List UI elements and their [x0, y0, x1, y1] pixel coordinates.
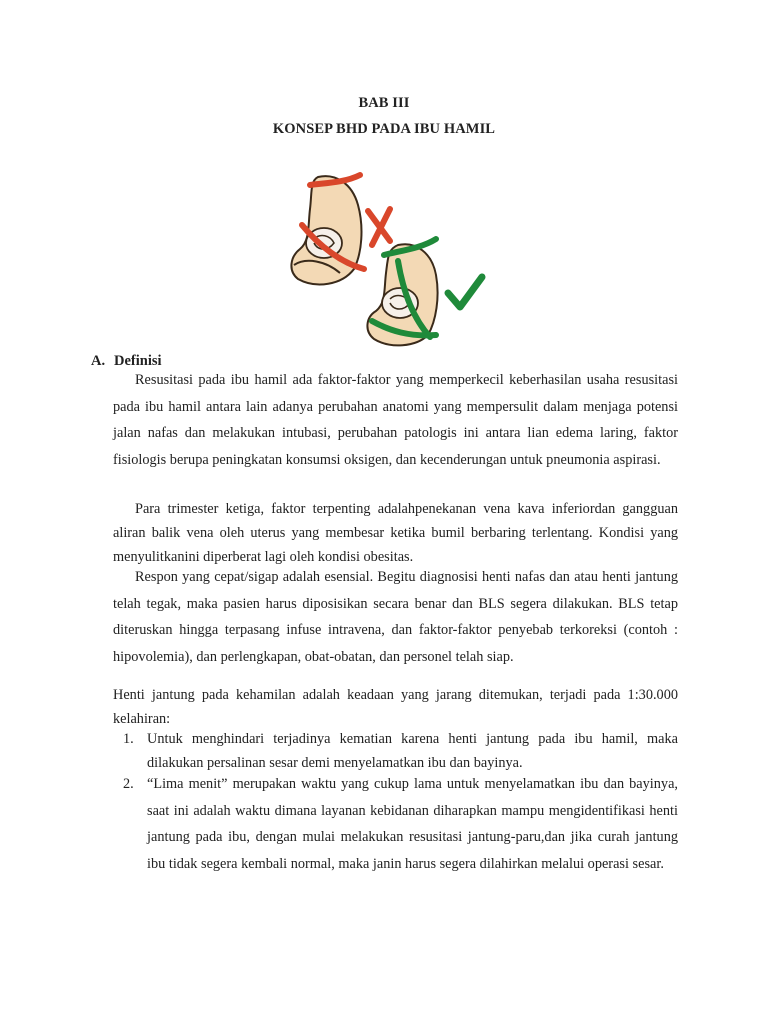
chapter-heading: BAB III: [358, 95, 410, 111]
section-title: Definisi: [114, 353, 162, 369]
paragraph-3: Respon yang cepat/sigap adalah esensial. Begitu diagnosisi henti nafas dan atau henti jantung telah tegak, maka pasien harus diposisikan secara benar dan BLS segera dilakukan. BLS tetap diteruskan hingga terpasang infuse intravena, dan faktor-faktor penyebab terkoreksi (contoh : hipovolemia), dan perlengkapan, obat-obatan, dan personel telah siap.: [113, 569, 678, 665]
incorrect-position-figure: [291, 175, 390, 284]
chapter-title: KONSEP BHD PADA IBU HAMIL: [272, 121, 496, 137]
numbered-list-continued: [113, 771, 678, 878]
list-item: [113, 771, 678, 878]
pregnancy-position-illustration: [280, 165, 490, 350]
section-letter: A.: [91, 353, 106, 369]
numbered-list: [113, 727, 678, 775]
list-number: 1.: [123, 731, 134, 747]
wrong-mark-icon: [368, 209, 390, 245]
paragraph-1: Resusitasi pada ibu hamil ada faktor-faktor yang memperkecil keberhasilan usaha resusitasi pada ibu hamil antara lain adanya perubahan anatomi yang mempersulit dalam menjaga potensi jalan nafas dan melakukan intubasi, perubahan patologis ini antara lian edema laring, faktor fisiologis berupa peningkatan konsumsi oksigen, dan kecenderungan untuk pneumonia aspirasi.: [113, 372, 678, 468]
paragraph-4: Henti jantung pada kehamilan adalah keadaan yang jarang ditemukan, terjadi pada 1:30.000 kelahiran:: [113, 687, 678, 727]
list-item: [113, 727, 678, 775]
list-number: 2.: [123, 776, 134, 792]
paragraph-2: Para trimester ketiga, faktor terpenting adalahpenekanan vena kava inferiordan gangguan aliran balik vena oleh uterus yang membesar ketika bumil berbaring terlentang. Kondisi yang menyulitkanini diperberat lagi oleh kondisi obesitas.: [113, 501, 678, 565]
check-mark-icon: [448, 277, 482, 307]
correct-position-figure: [367, 239, 482, 345]
list-item-text: “Lima menit” merupakan waktu yang cukup lama untuk menyelamatkan ibu dan bayinya, saat ini adalah waktu dimana layanan kebidanan diharapkan mampu mengidentifikasi henti jantung pada ibu, dengan mulai melakukan resusitasi jantung-paru,dan jika curah jantung ibu tidak segera kembali normal, maka janin harus segera dilahirkan melalui operasi sesar.: [147, 776, 678, 873]
list-item-text: Untuk menghindari terjadinya kematian karena henti jantung pada ibu hamil, maka dilakukan persalinan sesar demi menyelamatkan ibu dan bayinya.: [147, 731, 678, 771]
